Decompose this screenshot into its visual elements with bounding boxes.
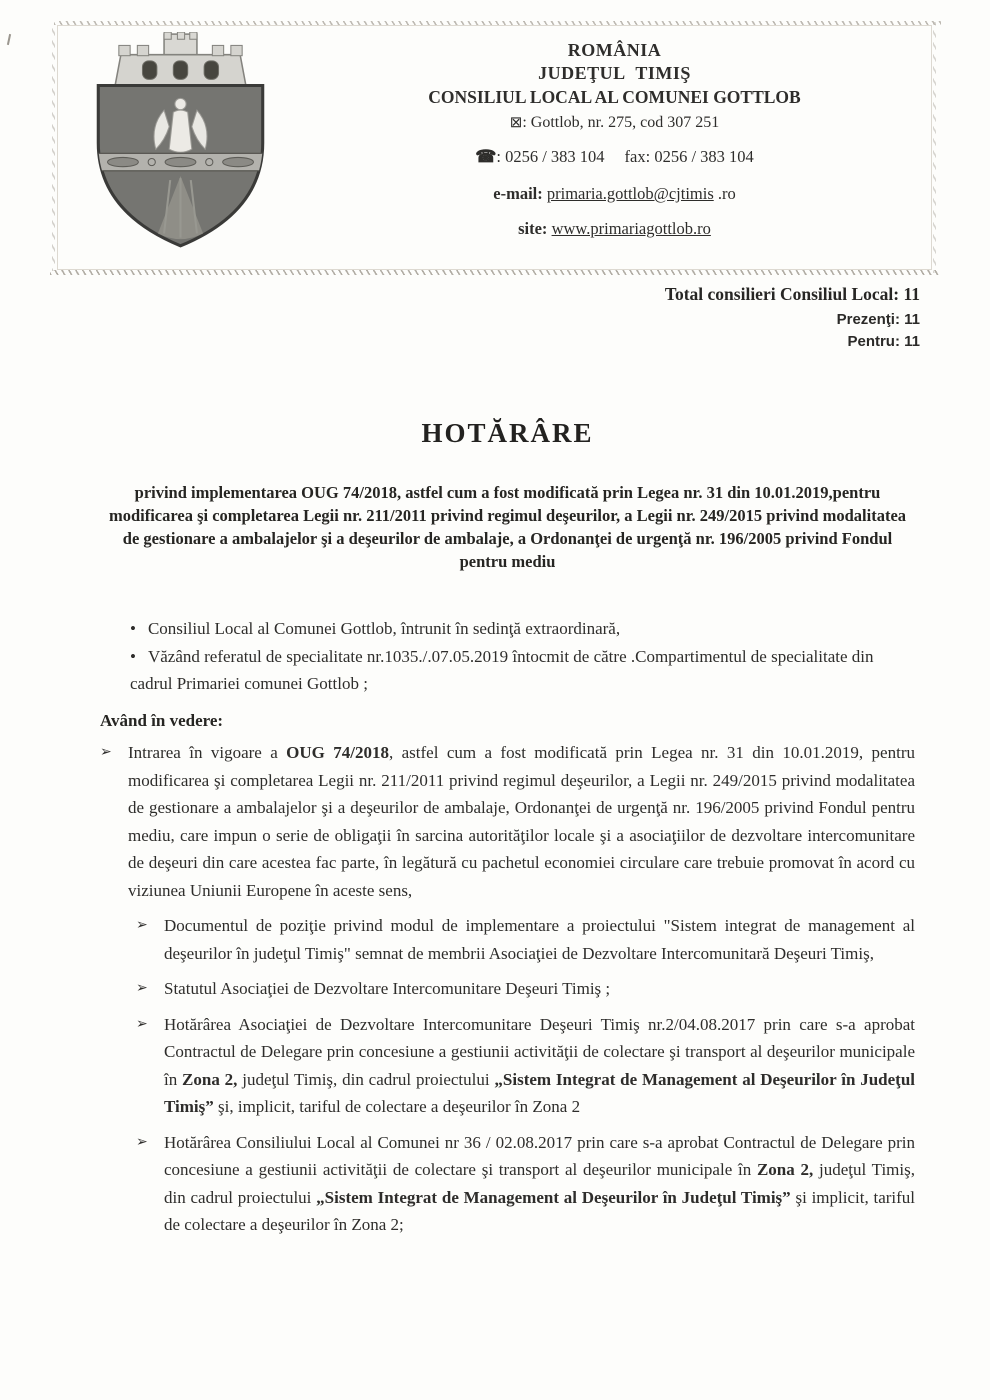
list-item-text: Văzând referatul de specialitate nr.1035./.07.05.2019 întocmit de către .Compartimentul de specialitate din cadrul Primariei comunei Gottlob ; bbox=[130, 647, 874, 693]
list-item-text: Documentul de poziţie privind modul de implementare a proiectului "Sistem integrat de management al deşeurilor în judeţul Timiş" semnat de membrii Asociaţiei de Dezvoltare Intercomunitară Deşeuri Timiş, bbox=[164, 916, 915, 963]
phone-line bbox=[310, 147, 919, 167]
list-item bbox=[136, 912, 915, 967]
address-text: : Gottlob, nr. 275, cod 307 251 bbox=[522, 114, 720, 131]
mural-crown-icon bbox=[115, 32, 247, 88]
for-line bbox=[665, 333, 920, 350]
document-body bbox=[100, 418, 915, 1247]
fax-number: fax: 0256 / 383 104 bbox=[624, 147, 754, 166]
hatch-border-right bbox=[933, 22, 936, 273]
email-label: e-mail: bbox=[493, 184, 543, 203]
vote-stats bbox=[665, 284, 920, 355]
ornamental-band bbox=[96, 153, 265, 170]
present-label: Prezenţi: bbox=[836, 311, 900, 328]
letterhead bbox=[57, 25, 932, 270]
list-item-text: Hotărârea Asociaţiei de Dezvoltare Intercomunitare Deşeuri Timiş nr.2/04.08.2017 prin care s-a aprobat Contractul de Delegare prin concesiune a gestiunii activităţii de colectare şi transport al deşeurilor municipale în Zona 2, judeţul Timiş, din cadrul proiectului „Sistem Integrat de Management al Deşeurilor în Judeţul Timiş” şi, implicit, tariful de colectare a deşeurilor în Zona 2 bbox=[164, 1014, 916, 1116]
bullet-icon: • bbox=[130, 619, 136, 638]
email-link[interactable]: primaria.gottlob@cjtimis bbox=[546, 184, 714, 203]
preamble-list bbox=[130, 615, 915, 697]
site-line bbox=[310, 219, 919, 239]
hatch-border-left bbox=[52, 28, 55, 271]
letterhead-text bbox=[310, 34, 919, 239]
list-item bbox=[136, 1129, 915, 1239]
document-subject: privind implementarea OUG 74/2018, astfel cum a fost modificată prin Legea nr. 31 din 10.01.2019,pentru modificarea şi completarea Legii nr. 211/2011 privind regimul deşeurilor, a Legii nr. 249/2015 privind modalitatea de gestionare a ambalajelor şi a deşeurilor de ambalaje, a Ordonanţei de urgenţă nr. 196/2005 privind Fondul pentru mediu bbox=[108, 483, 907, 571]
list-item-text: Hotărârea Consiliului Local al Comunei nr 36 / 02.08.2017 prin care s-a aprobat Contractul de Delegare prin concesiune a gestiunii activităţii de colectare şi transport al deşeurilor municipale în Zona 2, judeţul Timiş, din cadrul proiectului „Sistem Integrat de Management al Deşeurilor în Judeţul Timiş” şi implicit, tariful de colectare a deşeurilor în Zona 2; bbox=[164, 1132, 916, 1234]
document-title: HOTĂRÂRE bbox=[421, 418, 594, 448]
arrow-bullet-icon: ➢ bbox=[136, 981, 148, 996]
email-tld: .ro bbox=[713, 184, 736, 203]
scan-artifact bbox=[7, 34, 11, 45]
arrow-bullet-icon: ➢ bbox=[100, 745, 112, 760]
site-label: site: bbox=[518, 219, 548, 238]
phone-number: : 0256 / 383 104 bbox=[496, 147, 605, 166]
list-item-text: Consiliul Local al Comunei Gottlob, întrunit în sedinţă extraordinară, bbox=[147, 619, 621, 638]
arrow-bullet-icon: ➢ bbox=[136, 918, 148, 933]
site-link[interactable]: www.primariagottlob.ro bbox=[551, 219, 711, 238]
for-value: 11 bbox=[904, 333, 920, 350]
total-label: Total consilieri Consiliul Local: bbox=[664, 284, 900, 304]
county-name: JUDEŢUL TIMIŞ bbox=[538, 63, 691, 83]
mail-icon: ⊠ bbox=[509, 115, 523, 131]
institution-name: CONSILIUL LOCAL AL COMUNEI GOTTLOB bbox=[428, 87, 801, 107]
phone-icon: ☎ bbox=[475, 147, 497, 166]
considerations-list bbox=[100, 739, 915, 1239]
list-item bbox=[130, 643, 915, 697]
list-item bbox=[130, 615, 915, 642]
total-councillors-line bbox=[665, 284, 920, 305]
list-item-text: Intrarea în vigoare a OUG 74/2018, astfel cum a fost modificată prin Legea nr. 31 din 10.01.2019, pentru modificarea şi completarea Legii nr. 211/2011 privind regimul deşeurilor, a Legii nr. 249/2015 privind modalitatea de gestionare a ambalajelor şi a deşeurilor de ambalaje, Ordonanţei de urgenţă nr. 196/2005 privind Fondul pentru mediu, care impun o serie de obligaţii în sarcina autorităţilor locale şi a asociaţiilor de dezvoltare intercomunitare de deşeuri din care acestea fac parte, în legătură cu pachetul economiei circulare care trebuie promovat în acord cu viziunea Uniunii Europene în aceste sens, bbox=[128, 743, 915, 900]
coat-of-arms bbox=[88, 32, 273, 250]
section-heading: Având în vedere: bbox=[100, 711, 224, 730]
list-item bbox=[100, 739, 915, 904]
list-item-text: Statutul Asociaţiei de Dezvoltare Intercomunitare Deşeuri Timiş ; bbox=[164, 979, 611, 998]
present-value: 11 bbox=[904, 311, 920, 328]
arrow-bullet-icon: ➢ bbox=[136, 1134, 148, 1150]
country-name: ROMÂNIA bbox=[567, 40, 662, 60]
present-line bbox=[665, 311, 920, 328]
hatch-border-top bbox=[54, 21, 941, 25]
email-line bbox=[310, 184, 919, 204]
total-value: 11 bbox=[903, 284, 920, 304]
list-item bbox=[136, 975, 915, 1003]
for-label: Pentru: bbox=[847, 333, 900, 350]
shield-icon bbox=[96, 86, 265, 246]
list-item bbox=[136, 1011, 915, 1121]
address-line bbox=[310, 113, 919, 132]
hatch-border-bottom bbox=[50, 270, 940, 275]
bullet-icon: • bbox=[130, 647, 136, 666]
arrow-bullet-icon: ➢ bbox=[136, 1016, 148, 1032]
